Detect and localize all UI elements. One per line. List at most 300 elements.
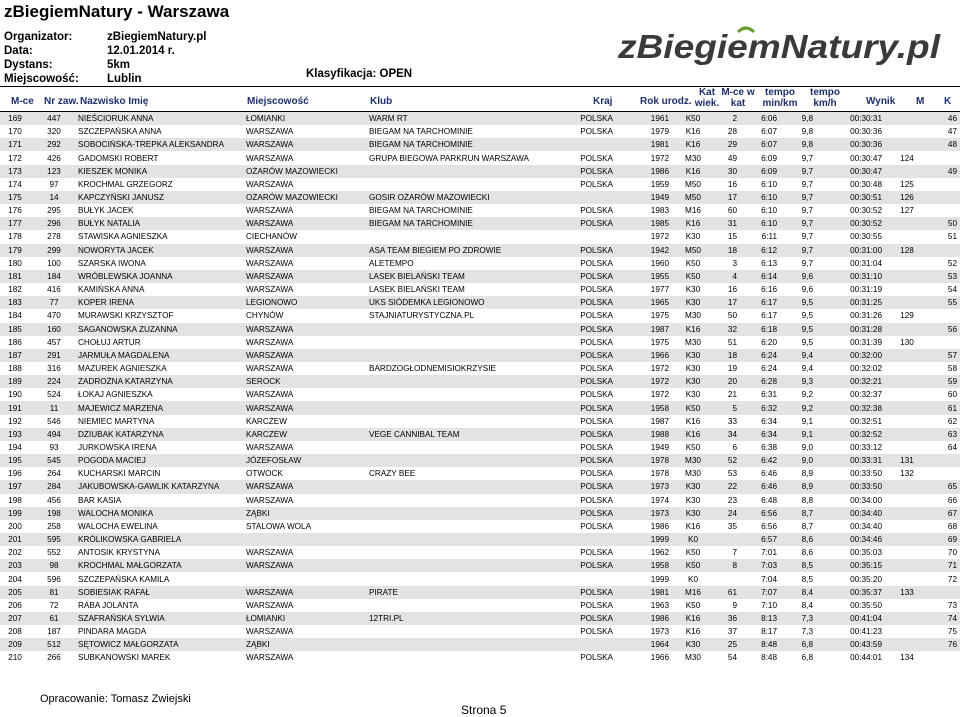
cell-club — [369, 572, 569, 585]
table-row — [0, 362, 960, 375]
cell-category-place: 8 — [717, 559, 739, 572]
table-row — [0, 112, 960, 125]
cell-category: K50 — [669, 401, 717, 414]
cell-place-m — [888, 520, 926, 533]
cell-category-place: 2 — [717, 112, 739, 125]
cell-place-m — [888, 415, 926, 428]
table-row — [0, 441, 960, 454]
table-row — [0, 165, 960, 178]
cell-country: POLSKA — [569, 349, 613, 362]
cell-year: 1972 — [650, 153, 669, 163]
table-row — [0, 559, 960, 572]
cell-category-place: 52 — [717, 454, 739, 467]
cell-city: WARSZAWA — [246, 586, 369, 599]
results-table — [0, 112, 960, 665]
cell-place-m: 131 — [888, 454, 926, 467]
cell-bib: 266 — [47, 653, 61, 663]
cell-place: 186 — [8, 337, 22, 347]
cell-category-place: 32 — [717, 323, 739, 336]
cell-club: ALETEMPO — [369, 258, 414, 268]
cell-category-place: 21 — [727, 390, 737, 400]
table-row — [0, 375, 960, 388]
cell-pace-kmh: 9,4 — [801, 364, 813, 374]
cell-pace-kmh: 9,2 — [777, 401, 813, 414]
cell-category-place: 33 — [727, 416, 737, 426]
cell-category-place: 20 — [717, 375, 739, 388]
cell-bib: 11 — [30, 401, 78, 414]
cell-city: SEROCK — [246, 375, 369, 388]
cell-place-k: 69 — [926, 533, 960, 546]
cell-city: WARSZAWA — [246, 653, 294, 663]
cell-place-k: 55 — [926, 296, 960, 309]
cell-pace-kmh: 9,5 — [777, 296, 813, 309]
cell-category: K30 — [685, 364, 701, 374]
cell-bib: 292 — [30, 138, 78, 151]
zbiegiemnatury-logo — [616, 26, 946, 66]
cell-pace-min-km: 6:16 — [761, 285, 777, 295]
cell-bib: 264 — [47, 469, 61, 479]
cell-name: SOBOCIŃSKA-TREPKA ALEKSANDRA — [78, 138, 246, 151]
cell-bib: 224 — [30, 375, 78, 388]
cell-category-place: 16 — [727, 285, 737, 295]
meta-value: zBiegiemNatury.pl — [107, 31, 207, 43]
cell-city: WARSZAWA — [246, 323, 369, 336]
cell-place-m: 129 — [900, 311, 914, 321]
cell-country: POLSKA — [580, 364, 613, 374]
cell-place-k: 52 — [947, 258, 957, 268]
cell-city: LEGIONOWO — [246, 296, 369, 309]
cell-country: POLSKA — [569, 375, 613, 388]
cell-place: 198 — [8, 495, 22, 505]
cell-club — [369, 546, 569, 559]
cell-year: 1988 — [613, 428, 669, 441]
cell-place-m — [888, 480, 926, 493]
cell-place: 197 — [0, 480, 30, 493]
cell-city: WARSZAWA — [246, 349, 369, 362]
cell-category: K30 — [669, 480, 717, 493]
cell-country: POLSKA — [580, 416, 613, 426]
cell-club — [369, 625, 569, 638]
cell-pace-min-km: 6:07 — [761, 127, 777, 137]
cell-category-place: 50 — [727, 311, 737, 321]
cell-category-place: 29 — [717, 138, 739, 151]
cell-category-place: 35 — [727, 521, 737, 531]
table-row — [0, 586, 960, 599]
cell-category: M30 — [685, 469, 701, 479]
cell-place: 174 — [8, 179, 22, 189]
cell-city: OŻARÓW MAZOWIECKI — [246, 165, 369, 178]
cell-bib: 291 — [30, 349, 78, 362]
cell-place-k: 54 — [947, 285, 957, 295]
cell-place: 204 — [8, 574, 22, 584]
cell-club — [369, 480, 569, 493]
cell-country: POLSKA — [580, 442, 613, 452]
cell-club: LASEK BIELAŃSKI TEAM — [369, 285, 465, 295]
cell-place-k — [926, 651, 960, 664]
cell-category-place: 31 — [717, 217, 739, 230]
cell-place-k — [926, 204, 960, 217]
cell-year: 1999 — [613, 533, 669, 546]
table-row — [0, 217, 960, 230]
cell-pace-min-km: 6:10 — [739, 191, 777, 204]
cell-place-k: 68 — [947, 521, 957, 531]
cell-pace-min-km: 7:01 — [761, 548, 777, 558]
cell-category-place: 16 — [727, 179, 737, 189]
cell-place-m: 124 — [900, 153, 914, 163]
cell-category-place: 17 — [717, 296, 739, 309]
cell-place: 169 — [0, 112, 30, 125]
cell-bib: 81 — [30, 586, 78, 599]
cell-place-k: 51 — [947, 232, 957, 242]
meta-key: Organizator: — [4, 31, 73, 43]
cell-club — [369, 323, 569, 336]
classification-label: Klasyfikacja: OPEN — [306, 68, 413, 80]
cell-name: DZIUBAK KATARZYNA — [78, 428, 246, 441]
cell-category-place: 7 — [732, 548, 737, 558]
cell-pace-kmh: 9,7 — [801, 153, 813, 163]
cell-country: POLSKA — [580, 179, 613, 189]
cell-name: PINDARA MAGDA — [78, 627, 147, 637]
cell-place: 190 — [8, 390, 22, 400]
cell-place: 172 — [8, 153, 22, 163]
cell-bib: 545 — [30, 454, 78, 467]
cell-name: KRÓLIKOWSKA GABRIELA — [78, 533, 246, 546]
cell-club: BIEGAM NA TARCHOMINIE — [369, 138, 569, 151]
cell-place-k: 67 — [926, 507, 960, 520]
cell-category-place: 28 — [727, 127, 737, 137]
cell-category-place: 15 — [727, 232, 737, 242]
cell-place: 188 — [8, 364, 22, 374]
cell-category: M50 — [669, 244, 717, 257]
cell-pace-kmh: 9,7 — [801, 258, 813, 268]
col-mcew-line1: M-ce w — [721, 87, 755, 98]
cell-category-place: 9 — [732, 600, 737, 610]
cell-name: MURAWSKI KRZYSZTOF — [78, 311, 174, 321]
cell-pace-min-km: 8:13 — [739, 612, 777, 625]
cell-place-k: 62 — [947, 416, 957, 426]
col-tempo-kmh-line2: km/h — [813, 98, 837, 109]
cell-place: 192 — [8, 416, 22, 426]
cell-country: POLSKA — [580, 206, 613, 216]
cell-place-k — [926, 454, 960, 467]
table-row — [0, 494, 960, 507]
cell-place-m — [888, 625, 926, 638]
cell-club — [369, 638, 569, 651]
cell-place-m: 127 — [900, 206, 914, 216]
table-row — [0, 533, 960, 546]
cell-country: POLSKA — [569, 559, 613, 572]
cell-club — [369, 454, 569, 467]
cell-place-k: 58 — [947, 364, 957, 374]
cell-pace-kmh: 8,9 — [801, 469, 813, 479]
cell-result-time: 00:30:52 — [813, 217, 888, 230]
cell-name: KIESZEK MONIKA — [78, 165, 246, 178]
col-club: Klub — [370, 96, 393, 107]
cell-category: M30 — [685, 311, 701, 321]
cell-bib: 123 — [30, 165, 78, 178]
cell-pace-min-km: 7:07 — [739, 586, 777, 599]
cell-category-place — [717, 533, 739, 546]
cell-pace-min-km: 6:57 — [739, 533, 777, 546]
cell-category: K30 — [685, 285, 701, 295]
cell-country: POLSKA — [580, 127, 613, 137]
cell-country — [569, 191, 613, 204]
cell-country: POLSKA — [569, 401, 613, 414]
cell-city: WARSZAWA — [246, 337, 294, 347]
cell-category: K16 — [685, 127, 701, 137]
cell-pace-kmh: 9,3 — [777, 375, 813, 388]
col-tempo-min-line1: tempo — [765, 87, 795, 98]
cell-result-time: 00:30:47 — [813, 165, 888, 178]
cell-result-time: 00:32:51 — [850, 416, 882, 426]
cell-place-m — [888, 283, 926, 296]
cell-category: K30 — [685, 232, 701, 242]
cell-place: 176 — [8, 206, 22, 216]
cell-place-m — [888, 507, 926, 520]
cell-club: GOSIR OŻARÓW MAZOWIECKI — [369, 191, 569, 204]
cell-pace-min-km: 7:04 — [761, 574, 777, 584]
cell-place: 179 — [0, 244, 30, 257]
cell-name: CHOŁUJ ARTUR — [78, 337, 141, 347]
cell-result-time: 00:31:19 — [850, 285, 882, 295]
cell-result-time: 00:41:04 — [813, 612, 888, 625]
cell-name: SOBIESIAK RAFAŁ — [78, 586, 246, 599]
cell-name: SZCZEPAŃSKA ANNA — [78, 127, 162, 137]
cell-pace-kmh: 6,8 — [777, 638, 813, 651]
cell-place: 181 — [0, 270, 30, 283]
cell-name: NOWORYTA JACEK — [78, 244, 246, 257]
cell-category: M30 — [685, 337, 701, 347]
cell-name: BUŁYK NATALIA — [78, 217, 246, 230]
cell-pace-kmh: 9,7 — [777, 165, 813, 178]
cell-club: BIEGAM NA TARCHOMINIE — [369, 127, 473, 137]
cell-place-k — [926, 244, 960, 257]
cell-name: POGODA MACIEJ — [78, 454, 246, 467]
cell-pace-min-km: 6:10 — [761, 206, 777, 216]
cell-category: M50 — [685, 179, 701, 189]
cell-place-m — [888, 323, 926, 336]
cell-bib: 596 — [47, 574, 61, 584]
cell-city: ŁOMIANKI — [246, 112, 369, 125]
table-row — [0, 283, 960, 296]
cell-result-time: 00:32:02 — [850, 364, 882, 374]
cell-place: 178 — [8, 232, 22, 242]
cell-country — [569, 533, 613, 546]
cell-country: POLSKA — [569, 165, 613, 178]
cell-category-place: 36 — [717, 612, 739, 625]
cell-bib: 72 — [49, 600, 59, 610]
cell-city: WARSZAWA — [246, 401, 369, 414]
cell-bib: 546 — [47, 416, 61, 426]
meta-key: Dystans: — [4, 59, 53, 71]
cell-year: 1981 — [613, 138, 669, 151]
cell-place-k: 56 — [926, 323, 960, 336]
cell-result-time: 00:41:23 — [850, 627, 882, 637]
cell-year: 1974 — [650, 495, 669, 505]
cell-place-m — [888, 612, 926, 625]
cell-place-m — [888, 230, 926, 243]
cell-pace-min-km: 6:11 — [761, 232, 777, 242]
cell-name: WALOCHA EWELINA — [78, 521, 158, 531]
cell-club — [369, 349, 569, 362]
cell-place-k: 63 — [926, 428, 960, 441]
cell-category: M16 — [685, 206, 701, 216]
cell-club — [369, 559, 569, 572]
cell-pace-kmh: 8,5 — [777, 559, 813, 572]
cell-pace-kmh: 8,8 — [801, 495, 813, 505]
cell-category: K30 — [669, 638, 717, 651]
cell-pace-min-km: 6:46 — [739, 480, 777, 493]
table-row — [0, 125, 960, 138]
cell-category: M50 — [669, 191, 717, 204]
cell-pace-kmh: 9,8 — [777, 138, 813, 151]
cell-bib: 14 — [30, 191, 78, 204]
cell-category: K16 — [685, 627, 701, 637]
cell-bib: 447 — [30, 112, 78, 125]
cell-pace-kmh: 9,8 — [801, 127, 813, 137]
cell-category: K50 — [685, 442, 701, 452]
table-row — [0, 599, 960, 612]
cell-bib: 98 — [30, 559, 78, 572]
cell-city: WARSZAWA — [246, 179, 294, 189]
table-row — [0, 507, 960, 520]
cell-pace-min-km: 6:31 — [761, 390, 777, 400]
cell-name: SĘTOWICZ MAŁGORZATA — [78, 638, 246, 651]
table-row — [0, 388, 960, 401]
cell-bib: 160 — [30, 323, 78, 336]
cell-place: 177 — [0, 217, 30, 230]
cell-year: 1999 — [650, 574, 669, 584]
cell-category: K50 — [685, 548, 701, 558]
cell-city — [246, 572, 369, 585]
cell-place-k: 65 — [926, 480, 960, 493]
cell-pace-min-km: 6:07 — [739, 138, 777, 151]
cell-pace-min-km: 6:17 — [739, 296, 777, 309]
cell-name: BUŁYK JACEK — [78, 206, 134, 216]
cell-result-time: 00:35:37 — [813, 586, 888, 599]
cell-place: 203 — [0, 559, 30, 572]
cell-city: WARSZAWA — [246, 627, 294, 637]
cell-place-m — [888, 375, 926, 388]
cell-place: 196 — [8, 469, 22, 479]
table-row — [0, 638, 960, 651]
cell-pace-kmh: 9,7 — [801, 232, 813, 242]
cell-result-time: 00:31:26 — [850, 311, 882, 321]
cell-club — [369, 336, 569, 349]
meta-value: Lublin — [107, 73, 142, 85]
cell-pace-kmh: 9,7 — [801, 206, 813, 216]
table-row — [0, 309, 960, 322]
table-row — [0, 415, 960, 428]
cell-place-m: 128 — [888, 244, 926, 257]
cell-place-m — [888, 546, 926, 559]
cell-place: 206 — [8, 600, 22, 610]
cell-category: K0 — [687, 574, 698, 584]
page-title: zBiegiemNatury - Warszawa — [4, 2, 230, 21]
cell-pace-kmh: 9,6 — [777, 270, 813, 283]
cell-bib: 552 — [47, 548, 61, 558]
cell-place-m — [888, 441, 926, 454]
cell-result-time: 00:34:46 — [813, 533, 888, 546]
table-header — [0, 86, 960, 112]
cell-place: 171 — [0, 138, 30, 151]
cell-bib: 595 — [30, 533, 78, 546]
cell-category: K30 — [685, 495, 701, 505]
cell-category-place: 37 — [727, 627, 737, 637]
cell-category-place: 6 — [732, 442, 737, 452]
cell-result-time: 00:33:31 — [813, 454, 888, 467]
cell-club — [369, 441, 569, 454]
cell-pace-kmh: 7,3 — [777, 612, 813, 625]
cell-year: 1986 — [613, 612, 669, 625]
cell-result-time: 00:30:36 — [850, 127, 882, 137]
cell-bib: 512 — [30, 638, 78, 651]
cell-place-m: 133 — [888, 586, 926, 599]
table-row — [0, 454, 960, 467]
cell-year: 1964 — [613, 638, 669, 651]
col-tempo-kmh — [803, 87, 847, 109]
cell-city: WARSZAWA — [246, 127, 294, 137]
cell-place-m — [888, 349, 926, 362]
cell-city: CIECHANÓW — [246, 232, 297, 242]
header-top-rule — [0, 86, 960, 87]
cell-club: BIEGAM NA TARCHOMINIE — [369, 217, 569, 230]
cell-pace-kmh: 9,1 — [777, 428, 813, 441]
cell-name: BAR KASIA — [78, 495, 122, 505]
cell-pace-min-km: 6:17 — [761, 311, 777, 321]
cell-club: LASEK BIELAŃSKI TEAM — [369, 270, 569, 283]
table-row — [0, 138, 960, 151]
table-row — [0, 270, 960, 283]
cell-city: WARSZAWA — [246, 206, 294, 216]
cell-city: WARSZAWA — [246, 600, 294, 610]
table-row — [0, 257, 960, 270]
cell-place-m — [888, 362, 926, 375]
table-row — [0, 349, 960, 362]
cell-place: 173 — [0, 165, 30, 178]
cell-result-time: 00:32:52 — [813, 428, 888, 441]
cell-place-m — [888, 401, 926, 414]
cell-pace-kmh: 9,0 — [777, 454, 813, 467]
cell-place-m: 134 — [900, 653, 914, 663]
col-k: K — [944, 96, 952, 107]
cell-category: K16 — [669, 323, 717, 336]
table-row — [0, 467, 960, 480]
cell-category: K50 — [669, 270, 717, 283]
cell-year: 1960 — [650, 258, 669, 268]
cell-city: STALOWA WOLA — [246, 521, 312, 531]
cell-place: 185 — [0, 323, 30, 336]
cell-pace-min-km: 6:10 — [761, 179, 777, 189]
cell-place: 209 — [0, 638, 30, 651]
cell-country: POLSKA — [569, 612, 613, 625]
table-row — [0, 428, 960, 441]
cell-place-m — [888, 165, 926, 178]
cell-result-time: 00:30:51 — [813, 191, 888, 204]
cell-result-time: 00:31:39 — [850, 337, 882, 347]
table-row — [0, 178, 960, 191]
cell-category-place — [717, 572, 739, 585]
cell-pace-kmh: 6,8 — [801, 653, 813, 663]
cell-result-time: 00:32:21 — [813, 375, 888, 388]
cell-name: NIEMIEC MARTYNA — [78, 416, 155, 426]
cell-category-place: 17 — [717, 191, 739, 204]
cell-result-time: 00:31:10 — [813, 270, 888, 283]
cell-result-time: 00:30:47 — [850, 153, 882, 163]
cell-category: K30 — [669, 375, 717, 388]
cell-result-time: 00:34:40 — [813, 507, 888, 520]
cell-category: K30 — [669, 296, 717, 309]
